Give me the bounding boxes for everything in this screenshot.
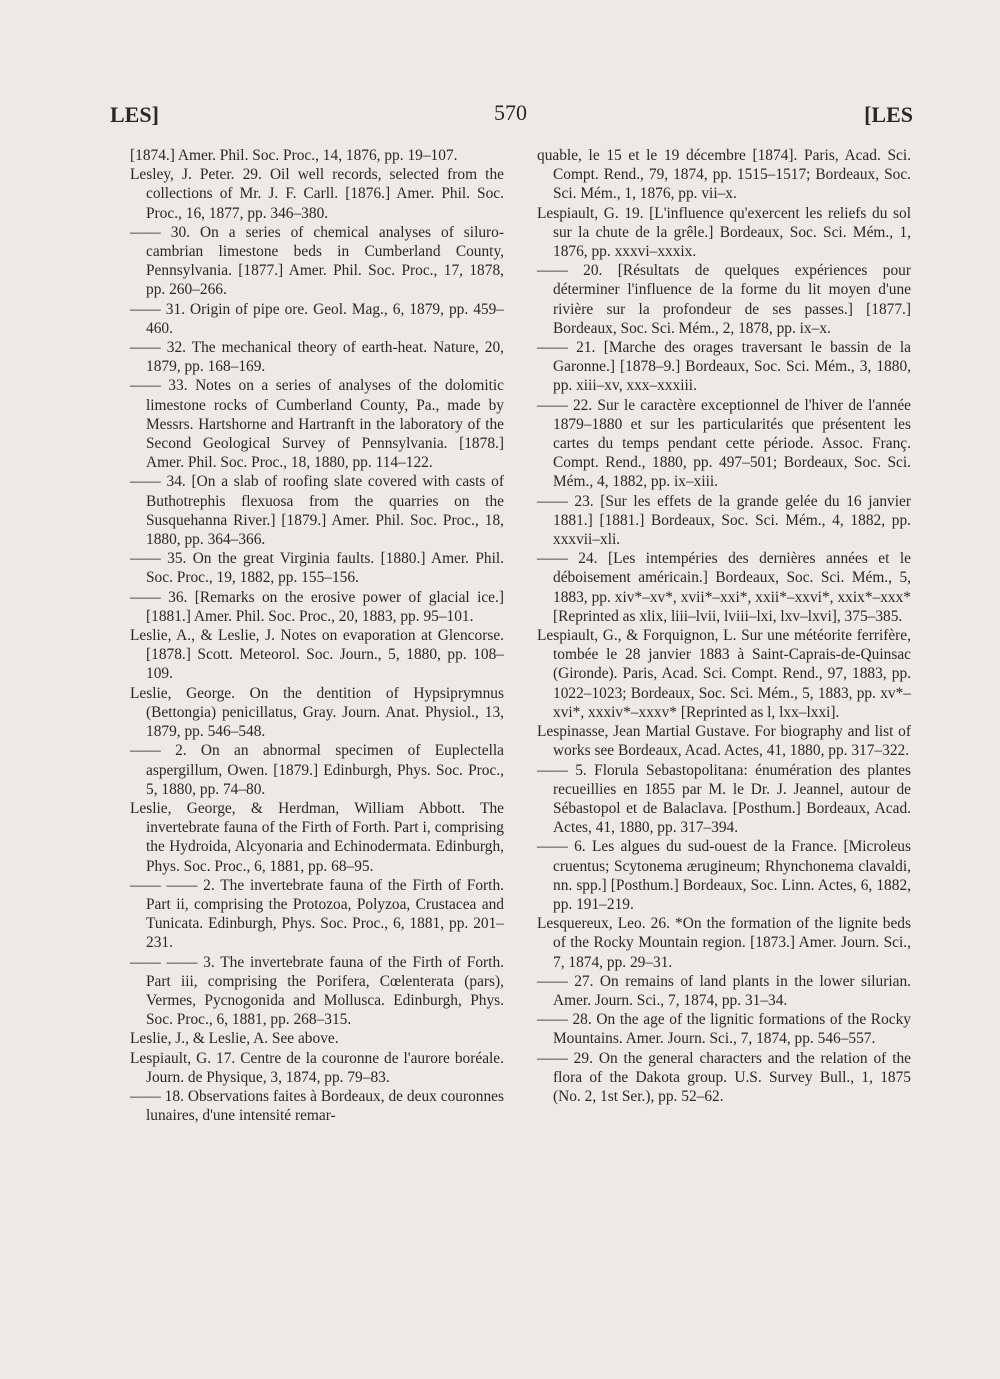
entry: —— 21. [Marche des orages traversant le bassin de la Garonne.] [1878–9.] Bordeaux, Soc. Sci. Mém., 3, 1880, pp. xiii–xv, xxx–xxxiii.: [537, 339, 911, 395]
entry: —— 2. On an abnormal specimen of Euplectella aspergillum, Owen. [1879.] Edinburgh, Phys. Soc. Proc., 5, 1880, pp. 74–80.: [130, 742, 504, 798]
entry: —— 36. [Remarks on the erosive power of glacial ice.] [1881.] Amer. Phil. Soc. Proc., 20, 1883, pp. 95–101.: [130, 588, 504, 625]
entry: Leslie, George. On the dentition of Hypsiprymnus (Bettongia) penicillatus, Gray. Journ. Anat. Physiol., 13, 1879, pp. 546–548.: [130, 684, 504, 741]
entry: Lespiault, G. 17. Centre de la couronne de l'aurore boréale. Journ. de Physique, 3, 1874, pp. 79–83.: [130, 1049, 504, 1086]
entry: —— 31. Origin of pipe ore. Geol. Mag., 6, 1879, pp. 459–460.: [130, 300, 504, 337]
entry: —— 22. Sur le caractère exceptionnel de l'hiver de l'année 1879–1880 et sur les particularités que présentent les cartes du temps pendant cette période. Assoc. Franç. Compt. Rend., 1880, pp. 497–501; Bordeaux, Soc. Sci. Mém., 4, 1882, pp. ix–xiii.: [537, 396, 911, 491]
running-header: [110, 100, 913, 134]
entry: Leslie, George, & Herdman, William Abbott. The invertebrate fauna of the Firth of Forth. Part i, comprising the Hydroida, Alcyonaria and Echinodermata. Edinburgh, Phys. Soc. Proc., 6, 1881, pp. 68–95.: [130, 799, 504, 875]
entry: Lespinasse, Jean Martial Gustave. For biography and list of works see Bordeaux, Acad. Actes, 41, 1880, pp. 317–322.: [537, 723, 911, 760]
entry: —— 32. The mechanical theory of earth-heat. Nature, 20, 1879, pp. 168–169.: [130, 339, 504, 376]
entry: quable, le 15 et le 19 décembre [1874]. Paris, Acad. Sci. Compt. Rend., 79, 1874, pp. 1515–1517; Bordeaux, Soc. Sci. Mém., 1, 1876, pp. vii–x.: [537, 147, 911, 203]
entry: —— —— 3. The invertebrate fauna of the Firth of Forth. Part iii, comprising the Porifera, Cœlenterata (pars), Vermes, Pycnogonida and Mollusca. Edinburgh, Phys. Soc. Proc., 6, 1881, pp. 268–315.: [130, 953, 504, 1029]
entry: —— 35. On the great Virginia faults. [1880.] Amer. Phil. Soc. Proc., 19, 1882, pp. 155–156.: [130, 550, 504, 587]
entry: —— 30. On a series of chemical analyses of siluro-cambrian limestone beds in Cumberland County, Pennsylvania. [1877.] Amer. Phil. Soc. Proc., 17, 1878, pp. 260–266.: [130, 223, 504, 299]
entry: —— 34. [On a slab of roofing slate covered with casts of Buthotrephis flexuosa from the quarries on the Susquehanna River.] [1879.] Amer. Phil. Soc. Proc., 18, 1880, pp. 364–366.: [130, 473, 504, 549]
entry: —— 24. [Les intempéries des dernières années et le déboisement américain.] Bordeaux, Soc. Sci. Mém., 5, 1883, pp. xiv*–xv*, xvii*–xxi*, xxii*–xxvi*, xxix*–xxx* [Reprinted as xlix, liii–lvii, lviii–lxi, lxv–lxvi], 375–385.: [537, 550, 911, 625]
entry: —— 18. Observations faites à Bordeaux, de deux couronnes lunaires, d'une intensité remar-: [130, 1087, 504, 1125]
entry: —— 20. [Résultats de quelques expériences pour déterminer l'influence de la forme du lit moyen d'une rivière sur la profondeur de ses passes.] [1877.] Bordeaux, Soc. Sci. Mém., 2, 1878, pp. ix–x.: [537, 262, 911, 337]
right-column: [537, 146, 911, 1106]
entry: Leslie, A., & Leslie, J. Notes on evaporation at Glencorse. [1878.] Scott. Meteorol. Soc. Journ., 5, 1880, pp. 108–109.: [130, 627, 504, 683]
header-right: [LES: [864, 102, 913, 127]
entry: [1874.] Amer. Phil. Soc. Proc., 14, 1876, pp. 19–107.: [130, 147, 458, 164]
entry: —— 33. Notes on a series of analyses of the dolomitic limestone rocks of Cumberland County, Pa., made by Messrs. Hartshorne and Hartranft in the laboratory of the Second Geological Survey of Pennsylvania. [1878.] Amer. Phil. Soc. Proc., 18, 1880, pp. 114–122.: [130, 377, 504, 472]
entry: Leslie, J., & Leslie, A. See above.: [130, 1030, 339, 1048]
entry: Lespiault, G., & Forquignon, L. Sur une météorite ferrifère, tombée le 28 janvier 1883 à Saint-Caprais-de-Quinsac (Gironde). Paris, Acad. Sci. Compt. Rend., 97, 1883, pp. 1022–1023; Bordeaux, Soc. Sci. Mém., 5, 1883, pp. xv*–xvi*, xxxiv*–xxxv* [Reprinted as l, lxx–lxxi].: [537, 627, 911, 721]
page-number: 570: [494, 100, 527, 125]
entry: —— 23. [Sur les effets de la grande gelée du 16 janvier 1881.] [1881.] Bordeaux, Soc. Sci. Mém., 4, 1882, pp. xxxvii–xli.: [537, 492, 911, 549]
entry: —— 5. Florula Sebastopolitana: énumération des plantes recueillies en 1855 par M. le Dr. J. Jeannel, autour de Sébastopol et de Balaclava. [Posthum.] Bordeaux, Acad. Actes, 41, 1880, pp. 317–394.: [537, 761, 911, 837]
left-column: [130, 146, 504, 1125]
entry: Lespiault, G. 19. [L'influence qu'exercent les reliefs du sol sur la chute de la grêle.] Bordeaux, Soc. Sci. Mém., 1, 1876, pp. xxxvi–xxxix.: [537, 204, 911, 261]
entry: —— —— 2. The invertebrate fauna of the Firth of Forth. Part ii, comprising the Protozoa, Polyzoa, Crustacea and Tunicata. Edinburgh, Phys. Soc. Proc., 6, 1881, pp. 201–231.: [130, 876, 504, 952]
entry: —— 27. On remains of land plants in the lower silurian. Amer. Journ. Sci., 7, 1874, pp. 31–34.: [537, 972, 911, 1009]
header-left: LES]: [110, 102, 159, 127]
entry: Lesley, J. Peter. 29. Oil well records, selected from the collections of Mr. J. F. Carll. [1876.] Amer. Phil. Soc. Proc., 16, 1877, pp. 346–380.: [130, 166, 504, 222]
entry: —— 28. On the age of the lignitic formations of the Rocky Mountains. Amer. Journ. Sci., 7, 1874, pp. 546–557.: [537, 1011, 911, 1048]
entry: Lesquereux, Leo. 26. *On the formation of the lignite beds of the Rocky Mountain region. [1873.] Amer. Journ. Sci., 7, 1874, pp. 29–31.: [537, 915, 911, 971]
entry: —— 6. Les algues du sud-ouest de la France. [Microleus cruentus; Scytonema ærugineum; Rhynchonema clavaldi, nn. spp.] [Posthum.] Bordeaux, Soc. Linn. Actes, 6, 1882, pp. 191–219.: [537, 838, 911, 913]
entry: —— 29. On the general characters and the relation of the flora of the Dakota group. U.S. Survey Bull., 1, 1875 (No. 2, 1st Ser.), pp. 52–62.: [537, 1049, 911, 1105]
